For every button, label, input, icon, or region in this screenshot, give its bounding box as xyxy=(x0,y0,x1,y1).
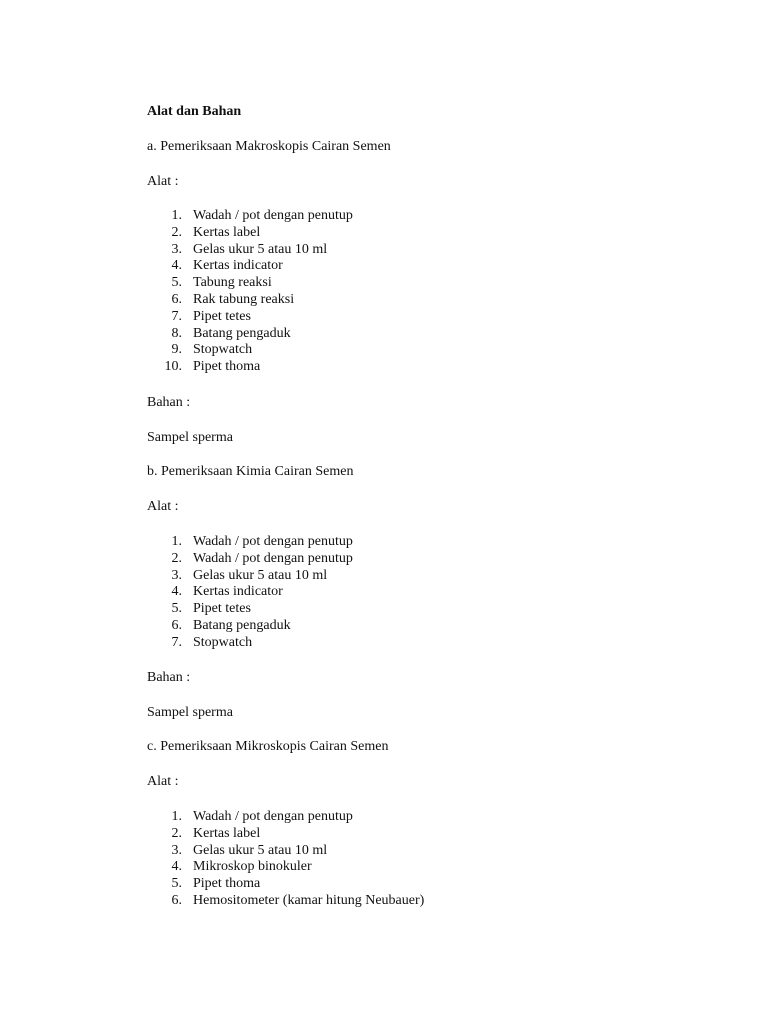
list-item: 2. Kertas label xyxy=(171,224,261,240)
list-item: 5. Pipet thoma xyxy=(171,876,261,892)
section-c-heading: c. Pemeriksaan Mikroskopis Cairan Semen xyxy=(147,739,389,754)
document-title: Alat dan Bahan xyxy=(147,104,242,119)
list-item: 4. Kertas indicator xyxy=(171,258,283,274)
list-item: 2. Kertas label xyxy=(171,825,261,841)
section-c-alat-list xyxy=(147,809,425,910)
list-item: 7. Pipet tetes xyxy=(171,308,251,324)
list-item: 5. Tabung reaksi xyxy=(171,275,272,291)
list-item: 6. Rak tabung reaksi xyxy=(171,291,295,307)
list-item: 6. Batang pengaduk xyxy=(171,617,291,633)
list-item: 1. Wadah / pot dengan penutup xyxy=(171,809,353,824)
list-item: 6. Hemositometer (kamar hitung Neubauer) xyxy=(171,892,425,908)
list-item: 1. Wadah / pot dengan penutup xyxy=(171,208,353,223)
list-item: 1. Wadah / pot dengan penutup xyxy=(171,534,353,549)
list-item: 8. Batang pengaduk xyxy=(171,325,291,341)
section-b-alat-list xyxy=(147,534,353,652)
section-a-bahan-value: Sampel sperma xyxy=(147,430,233,445)
list-item: 5. Pipet tetes xyxy=(171,601,251,617)
section-c-alat-label: Alat : xyxy=(147,774,179,789)
list-item: 3. Gelas ukur 5 atau 10 ml xyxy=(171,842,328,858)
list-item: 3. Gelas ukur 5 atau 10 ml xyxy=(171,567,328,583)
list-item: 3. Gelas ukur 5 atau 10 ml xyxy=(171,241,328,257)
section-a-alat-list xyxy=(147,208,353,376)
list-item: 2. Wadah / pot dengan penutup xyxy=(171,550,353,566)
list-item: 4. Kertas indicator xyxy=(171,584,283,600)
list-item: 7. Stopwatch xyxy=(171,634,253,650)
section-b-bahan-label: Bahan : xyxy=(147,670,191,685)
list-item: 9. Stopwatch xyxy=(171,342,253,358)
section-a-heading: a. Pemeriksaan Makroskopis Cairan Semen xyxy=(147,139,391,154)
section-b-bahan-value: Sampel sperma xyxy=(147,705,233,720)
section-a-alat-label: Alat : xyxy=(147,174,179,189)
list-item: 4. Mikroskop binokuler xyxy=(171,859,312,875)
list-item: 10. Pipet thoma xyxy=(164,359,261,375)
section-b-heading: b. Pemeriksaan Kimia Cairan Semen xyxy=(147,464,354,479)
section-a-bahan-label: Bahan : xyxy=(147,395,191,410)
section-b-alat-label: Alat : xyxy=(147,499,179,514)
